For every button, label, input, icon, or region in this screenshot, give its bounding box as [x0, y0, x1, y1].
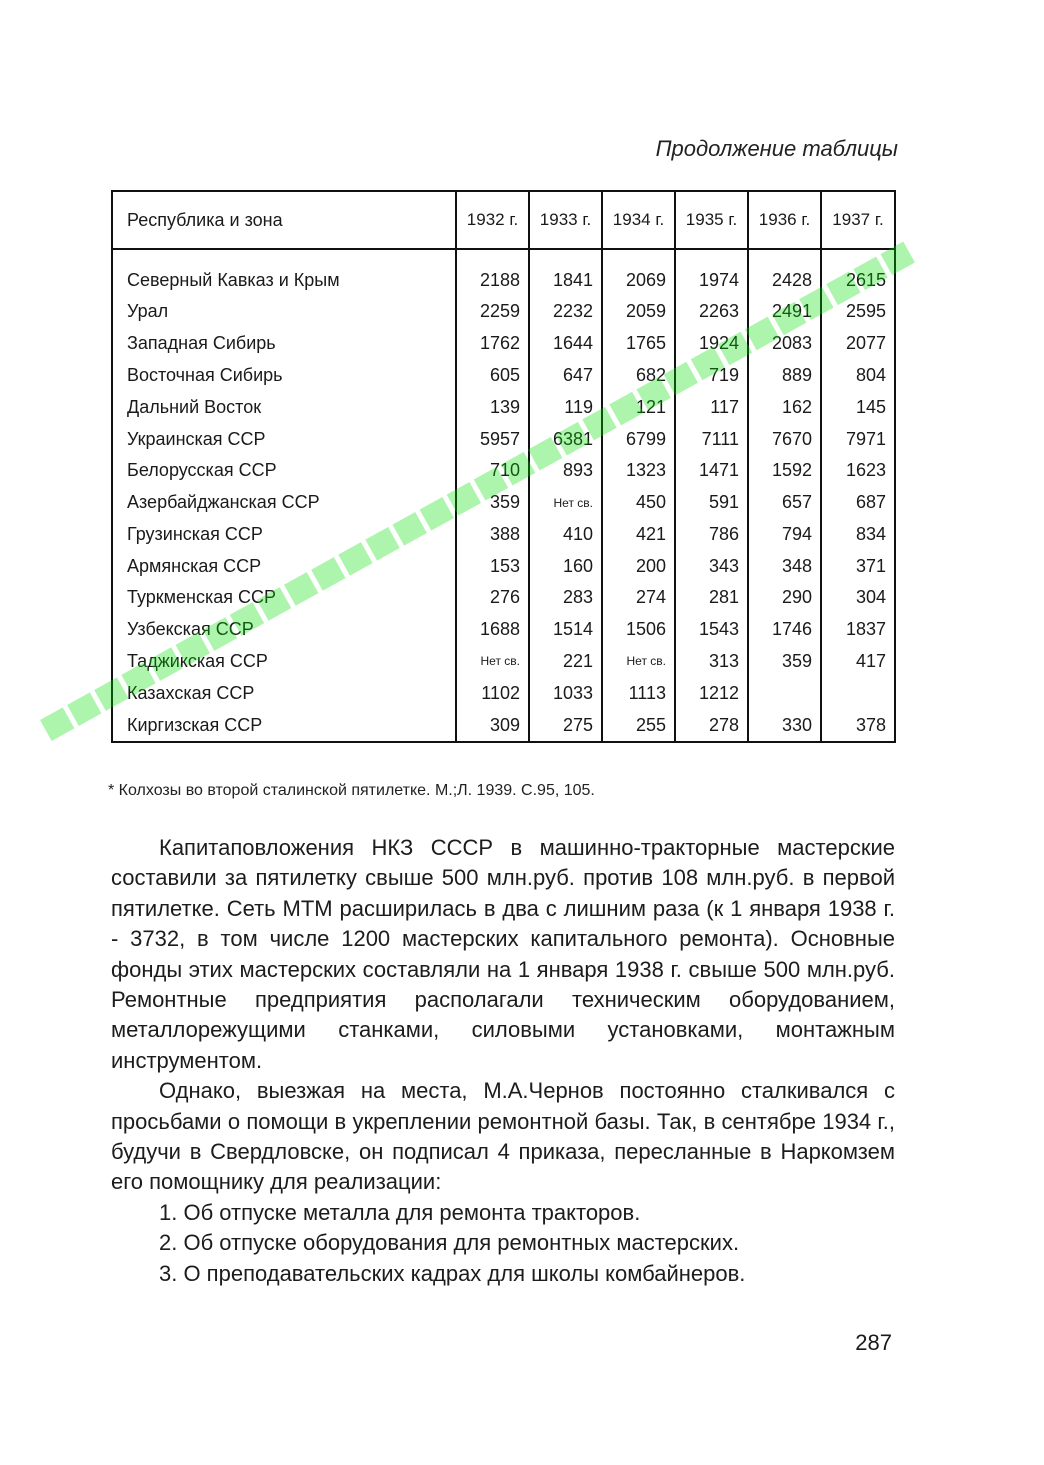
- table-cell: 605: [456, 360, 529, 392]
- table-cell: 276: [456, 582, 529, 614]
- table-cell: 348: [748, 550, 821, 582]
- table-cell: 278: [675, 709, 748, 741]
- table-cell: 2595: [821, 296, 894, 328]
- table-cell: 1471: [675, 455, 748, 487]
- column-header-year: 1933 г.: [529, 192, 602, 249]
- row-label: Восточная Сибирь: [127, 364, 283, 385]
- table-cell: 1688: [456, 614, 529, 646]
- table-row: [113, 487, 894, 519]
- table-cell: 1746: [748, 614, 821, 646]
- table-cell: 2428: [748, 264, 821, 296]
- table-cell: 6799: [602, 423, 675, 455]
- table-cell: 221: [529, 646, 602, 678]
- paragraph: Однако, выезжая на места, М.А.Чернов постоянно сталкивался с просьбами о помощи в укреплении ремонтной базы. Так, в сентябре 1934 г., будучи в Свердловске, он подписал 4 приказа, пересланные в Наркомзем его помощнику для реализации:: [111, 1078, 895, 1195]
- table-cell: [821, 677, 894, 709]
- row-label: Украинская ССР: [127, 428, 266, 449]
- table-cell: 450: [602, 487, 675, 519]
- table-cell: 2259: [456, 296, 529, 328]
- table-cell: 2059: [602, 296, 675, 328]
- table-cell: 2083: [748, 328, 821, 360]
- column-header-year: 1932 г.: [456, 192, 529, 249]
- table-row: [113, 264, 894, 296]
- table-cell: 1762: [456, 328, 529, 360]
- table-header-row: [113, 192, 894, 249]
- table-cell: 281: [675, 582, 748, 614]
- table-cell: 1841: [529, 264, 602, 296]
- row-label: Таджикская ССР: [127, 650, 268, 671]
- table-cell: 145: [821, 391, 894, 423]
- table-cell: 160: [529, 550, 602, 582]
- table-cell: 893: [529, 455, 602, 487]
- table-cell: 371: [821, 550, 894, 582]
- table-cell: 1623: [821, 455, 894, 487]
- table-cell: 255: [602, 709, 675, 741]
- table-cell: 378: [821, 709, 894, 741]
- row-label: Туркменская ССР: [127, 587, 277, 608]
- table-cell: 1592: [748, 455, 821, 487]
- row-label: Белорусская ССР: [127, 460, 277, 481]
- table-cell: 275: [529, 709, 602, 741]
- table-cell: 1924: [675, 328, 748, 360]
- list-item: 2. Об отпуске оборудования для ремонтных мастерских.: [159, 1230, 740, 1256]
- table-row: [113, 677, 894, 709]
- table-cell: 343: [675, 550, 748, 582]
- table-cell: 1974: [675, 264, 748, 296]
- table-cell: 290: [748, 582, 821, 614]
- table-cell: 274: [602, 582, 675, 614]
- table-cell: 117: [675, 391, 748, 423]
- table-cell: 410: [529, 518, 602, 550]
- row-label: Урал: [127, 301, 169, 322]
- table-cell: 200: [602, 550, 675, 582]
- row-label: Узбекская ССР: [127, 619, 254, 640]
- table-spacer-row: [113, 249, 894, 264]
- table-cell: 330: [748, 709, 821, 741]
- watermark-block: [40, 707, 74, 741]
- table-row: [113, 518, 894, 550]
- table-cell: 804: [821, 360, 894, 392]
- column-header-year: 1936 г.: [748, 192, 821, 249]
- table-cell: 1837: [821, 614, 894, 646]
- column-header-year: 1934 г.: [602, 192, 675, 249]
- table-cell: 2263: [675, 296, 748, 328]
- row-label: Киргизская ССР: [127, 714, 263, 735]
- table-cell: 2188: [456, 264, 529, 296]
- table-row: [113, 709, 894, 741]
- column-header-republic: Республика и зона: [113, 192, 456, 249]
- table-cell: 1644: [529, 328, 602, 360]
- table-cell: 421: [602, 518, 675, 550]
- table-cell: 304: [821, 582, 894, 614]
- paragraph: Капитаповложения НКЗ СССР в машинно-тракторные мастерские составили за пятилетку свыше 500 млн.руб. против 108 млн.руб. в первой пятилетке. Сеть МТМ расширилась в два с лишним раза (к 1 января 1938 г. - 3732, в том числе 1200 мастерских капитального ремонта). Основные фонды этих мастерских составляли на 1 января 1938 г. свыше 500 млн.руб. Ремонтные предприятия располагали техническим оборудованием, металлорежущими станками, силовыми установками, монтажным инструментом.: [111, 835, 895, 1073]
- table-cell: 2077: [821, 328, 894, 360]
- table-row: [113, 550, 894, 582]
- row-label: Грузинская ССР: [127, 523, 263, 544]
- watermark-block: [67, 692, 101, 726]
- list-item: 3. О преподавательских кадрах для школы комбайнеров.: [159, 1260, 746, 1286]
- table-cell: 647: [529, 360, 602, 392]
- table-cell: 1212: [675, 677, 748, 709]
- table-cell: 710: [456, 455, 529, 487]
- table-cell: Нет св.: [602, 646, 675, 678]
- table-row: [113, 391, 894, 423]
- table-cell: 1323: [602, 455, 675, 487]
- table-cell: 1506: [602, 614, 675, 646]
- table-cell: 5957: [456, 423, 529, 455]
- table-cell: 283: [529, 582, 602, 614]
- column-header-year: 1935 г.: [675, 192, 748, 249]
- table-footnote: * Колхозы во второй сталинской пятилетке. М.;Л. 1939. С.95, 105.: [108, 782, 595, 799]
- table-cell: 313: [675, 646, 748, 678]
- table-cell: 7670: [748, 423, 821, 455]
- table-cell: 889: [748, 360, 821, 392]
- table-cell: 1765: [602, 328, 675, 360]
- row-label: Казахская ССР: [127, 682, 255, 703]
- table-row: [113, 582, 894, 614]
- table-cell: 834: [821, 518, 894, 550]
- table-cell: 657: [748, 487, 821, 519]
- table-cell: 2615: [821, 264, 894, 296]
- table-cell: [748, 677, 821, 709]
- table-cell: 1514: [529, 614, 602, 646]
- table-cell: 139: [456, 391, 529, 423]
- row-label: Северный Кавказ и Крым: [127, 269, 340, 290]
- page-number: 287: [855, 1330, 892, 1355]
- row-label: Западная Сибирь: [127, 333, 276, 354]
- table-row: [113, 360, 894, 392]
- table-cell: 359: [456, 487, 529, 519]
- table-cell: 388: [456, 518, 529, 550]
- table-cell: 6381: [529, 423, 602, 455]
- row-label: Азербайджанская ССР: [127, 492, 320, 513]
- table-cell: 794: [748, 518, 821, 550]
- table-cell: 153: [456, 550, 529, 582]
- order-list: [111, 1198, 895, 1289]
- table-cell: 1033: [529, 677, 602, 709]
- table-cell: 591: [675, 487, 748, 519]
- table-continuation-caption: Продолжение таблицы: [655, 136, 898, 161]
- table-cell: Нет св.: [529, 487, 602, 519]
- table-cell: 119: [529, 391, 602, 423]
- table-cell: 786: [675, 518, 748, 550]
- table-cell: 359: [748, 646, 821, 678]
- table-cell: 1102: [456, 677, 529, 709]
- table-cell: 719: [675, 360, 748, 392]
- table-cell: 1543: [675, 614, 748, 646]
- table-cell: 682: [602, 360, 675, 392]
- table-cell: 309: [456, 709, 529, 741]
- table-cell: 2069: [602, 264, 675, 296]
- row-label: Дальний Восток: [127, 396, 262, 417]
- list-item: 1. Об отпуске металла для ремонта тракторов.: [159, 1199, 641, 1225]
- table-cell: 417: [821, 646, 894, 678]
- table-cell: 1113: [602, 677, 675, 709]
- table-row: [113, 646, 894, 678]
- column-header-year: 1937 г.: [821, 192, 894, 249]
- row-label: Армянская ССР: [127, 555, 262, 576]
- table-cell: 162: [748, 391, 821, 423]
- table-cell: 7971: [821, 423, 894, 455]
- table-cell: 7111: [675, 423, 748, 455]
- table-cell: 2491: [748, 296, 821, 328]
- table-cell: 2232: [529, 296, 602, 328]
- table-cell: Нет св.: [456, 646, 529, 678]
- table-cell: 687: [821, 487, 894, 519]
- table-cell: 121: [602, 391, 675, 423]
- body-text: [111, 833, 895, 1289]
- table-row: [113, 423, 894, 455]
